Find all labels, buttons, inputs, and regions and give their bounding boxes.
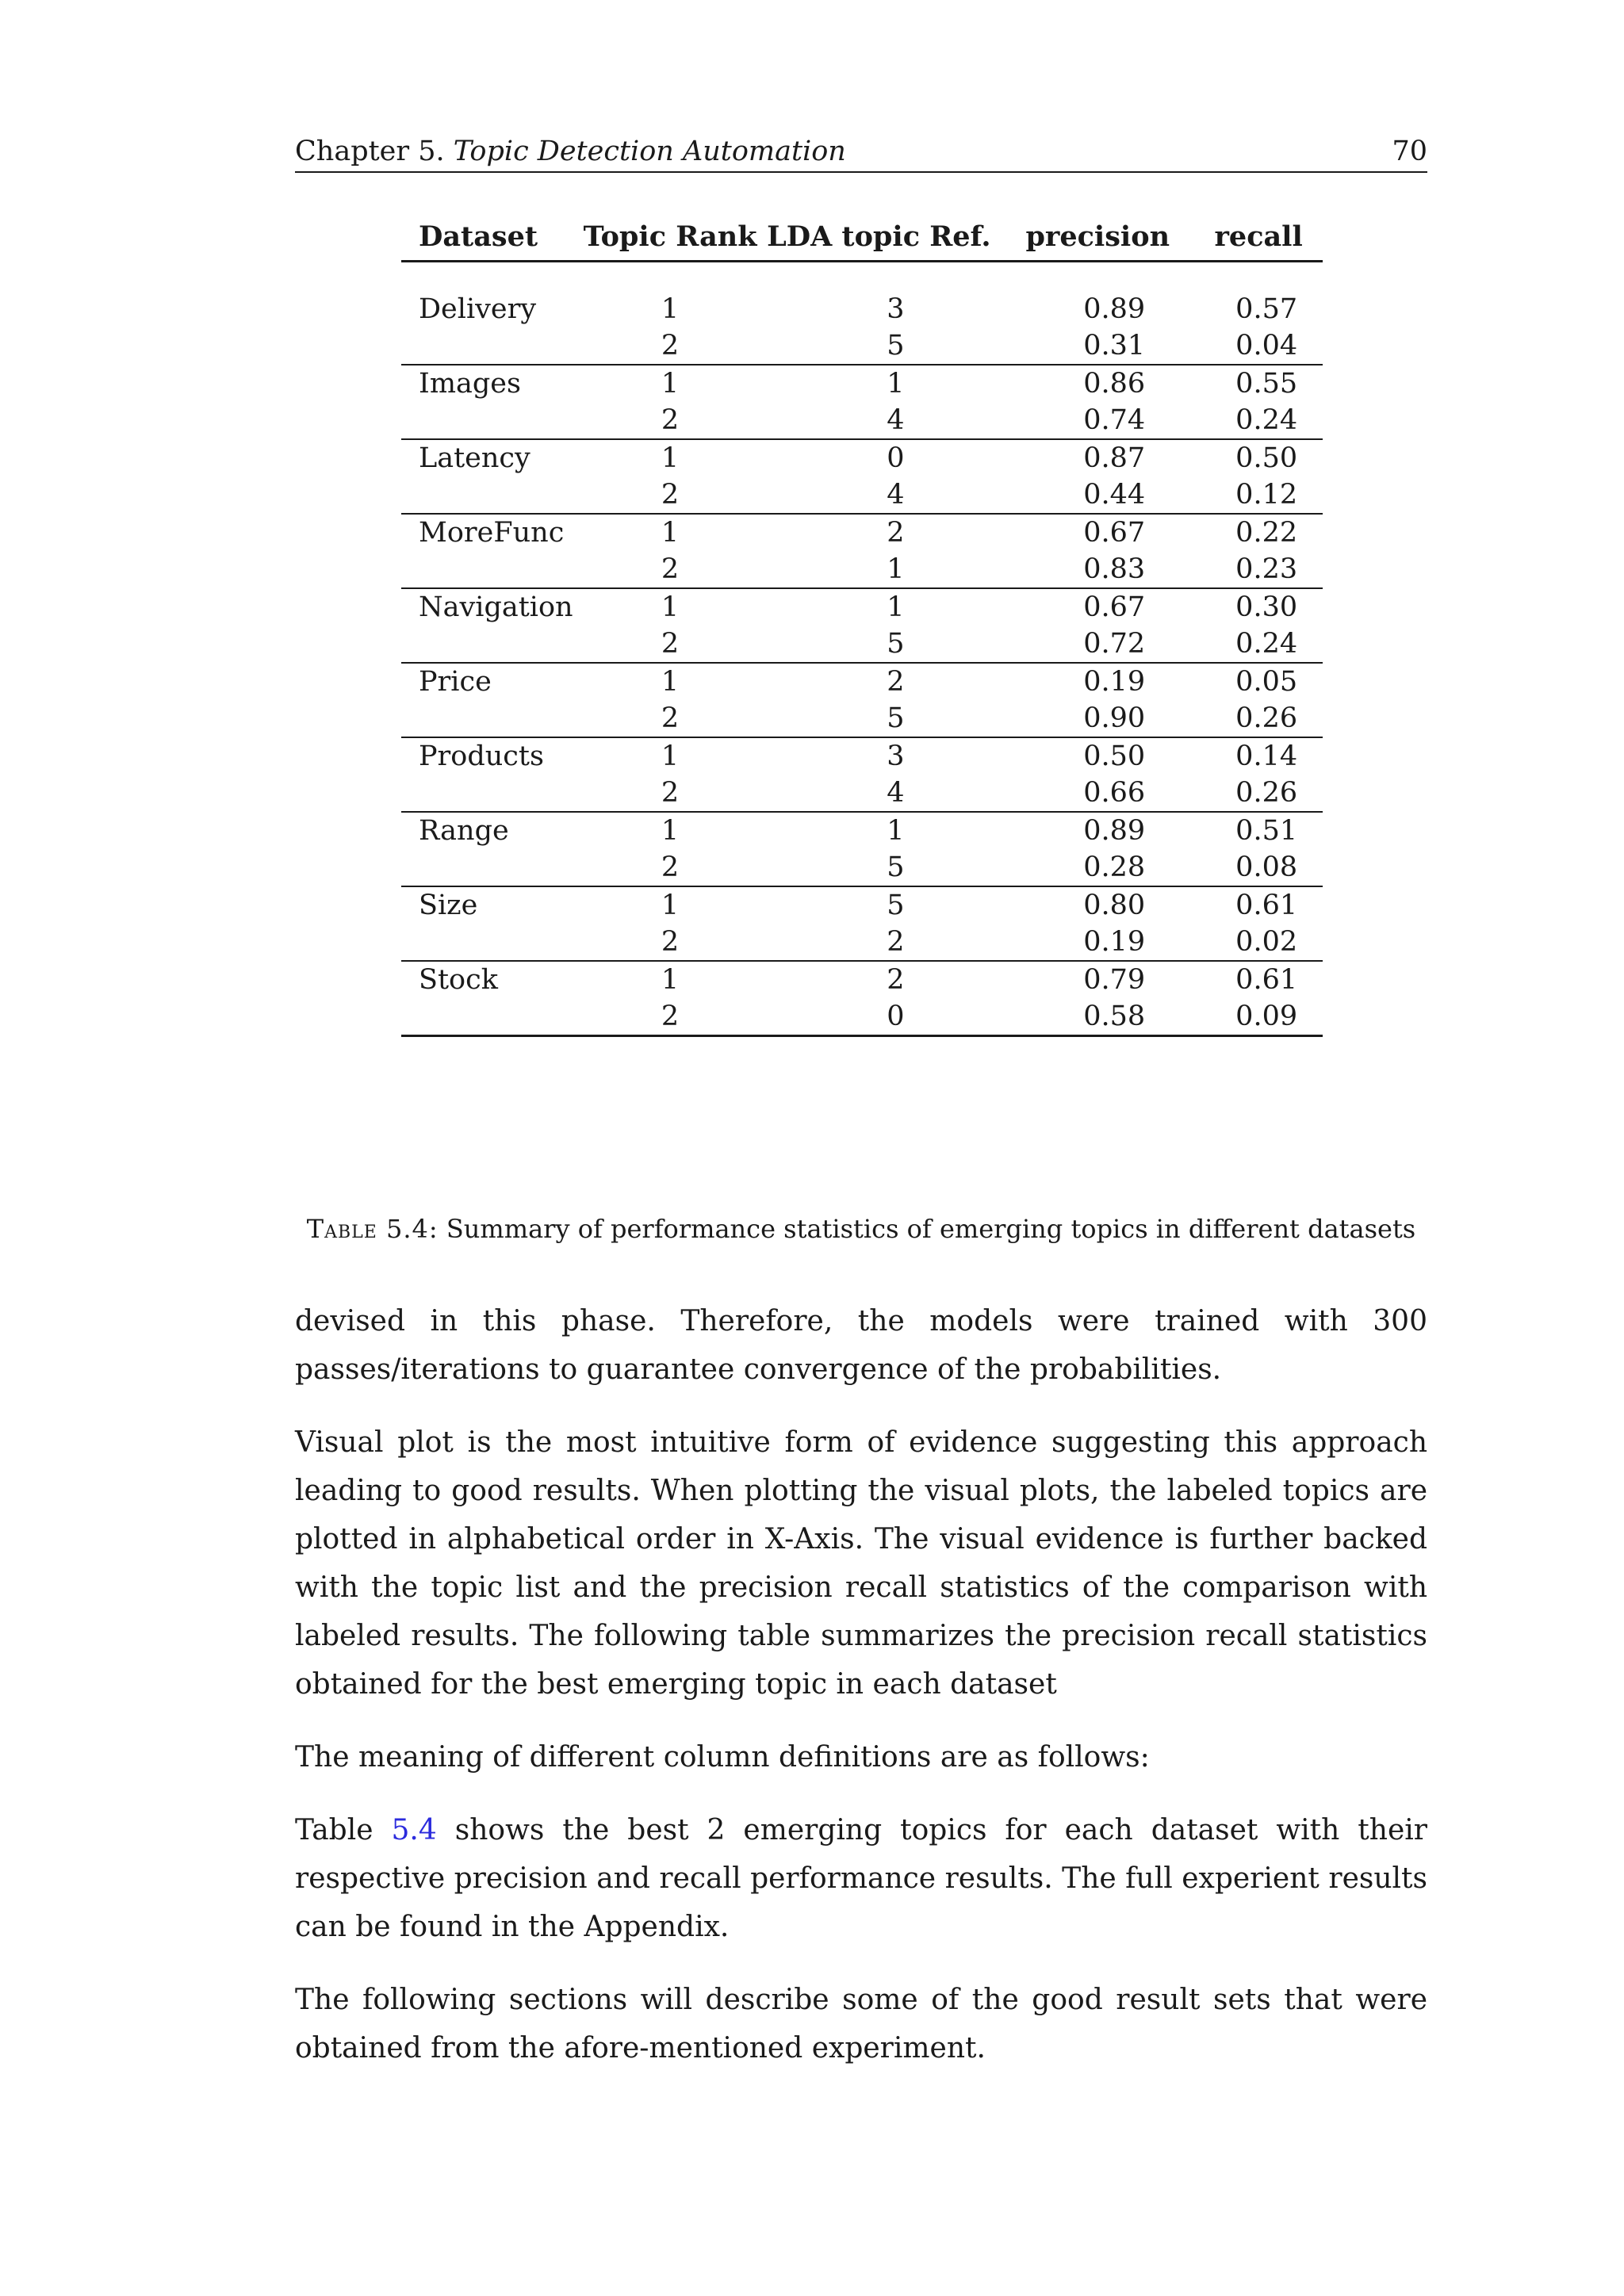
cell-topic-rank: 1 bbox=[661, 815, 680, 847]
table-row bbox=[401, 775, 1323, 812]
column-header-topic-rank: Topic Rank bbox=[583, 220, 757, 253]
cell-precision: 0.89 bbox=[1083, 293, 1146, 325]
column-header-recall: recall bbox=[1214, 220, 1303, 253]
cell-dataset: Navigation bbox=[419, 591, 573, 623]
cell-dataset: Range bbox=[419, 815, 509, 847]
cell-dataset bbox=[401, 998, 584, 1036]
cell-precision: 0.67 bbox=[1083, 591, 1146, 623]
table-row bbox=[401, 514, 1323, 551]
cell-topic-rank: 2 bbox=[584, 626, 757, 663]
cell-dataset: Stock bbox=[419, 964, 498, 996]
cell-lda-topic-ref: 2 bbox=[756, 924, 1001, 961]
column-header-precision: precision bbox=[1025, 220, 1170, 253]
cell-lda-topic-ref: 2 bbox=[887, 666, 905, 698]
cell-lda-topic-ref: 1 bbox=[887, 368, 905, 400]
cell-dataset bbox=[401, 775, 584, 812]
table-row bbox=[401, 327, 1323, 365]
cell-dataset: Latency bbox=[419, 442, 530, 474]
paragraph-4 bbox=[295, 1806, 1427, 1951]
cell-lda-topic-ref: 5 bbox=[887, 890, 905, 921]
cell-precision: 0.50 bbox=[1083, 740, 1146, 772]
cell-topic-rank: 2 bbox=[584, 924, 757, 961]
caption-label: Table 5.4: bbox=[306, 1214, 439, 1244]
cell-recall: 0.55 bbox=[1235, 368, 1298, 400]
cell-precision: 0.86 bbox=[1083, 368, 1146, 400]
cell-topic-rank: 1 bbox=[661, 890, 680, 921]
table-row bbox=[401, 365, 1323, 402]
cell-precision: 0.74 bbox=[1001, 402, 1194, 439]
paragraph-4-end: shows the best 2 emerging topics for each dataset with their respective precision and recall performance results. The full experient results can be found in the Appendix. bbox=[295, 1814, 1427, 1943]
cell-recall: 0.61 bbox=[1235, 964, 1298, 996]
cell-dataset: Images bbox=[419, 368, 521, 400]
cell-precision: 0.44 bbox=[1001, 476, 1194, 514]
table-row bbox=[401, 402, 1323, 439]
cell-precision: 0.80 bbox=[1083, 890, 1146, 921]
cell-recall: 0.22 bbox=[1235, 517, 1298, 549]
cell-precision: 0.28 bbox=[1001, 849, 1194, 886]
table-row bbox=[401, 700, 1323, 737]
table-row bbox=[401, 812, 1323, 849]
table-row bbox=[401, 737, 1323, 775]
cell-topic-rank: 2 bbox=[584, 402, 757, 439]
cell-dataset: Products bbox=[419, 740, 544, 772]
cell-precision: 0.72 bbox=[1001, 626, 1194, 663]
cell-precision: 0.19 bbox=[1001, 924, 1194, 961]
cell-topic-rank: 2 bbox=[584, 700, 757, 737]
cell-dataset bbox=[401, 700, 584, 737]
table-row bbox=[401, 998, 1323, 1036]
paragraph-1: devised in this phase. Therefore, the models were trained with 300 passes/iterations to guarantee convergence of the probabilities. bbox=[295, 1305, 1427, 1386]
cell-recall: 0.23 bbox=[1194, 551, 1323, 588]
cell-precision: 0.83 bbox=[1001, 551, 1194, 588]
cell-topic-rank: 2 bbox=[584, 551, 757, 588]
page-number: 70 bbox=[1392, 136, 1427, 167]
table-row bbox=[401, 626, 1323, 663]
cell-dataset: MoreFunc bbox=[419, 517, 565, 549]
cell-recall: 0.12 bbox=[1194, 476, 1323, 514]
paragraph-5: The following sections will describe some of the good result sets that were obtained from the afore-mentioned experiment. bbox=[295, 1984, 1427, 2064]
cell-lda-topic-ref: 3 bbox=[887, 293, 905, 325]
cell-recall: 0.50 bbox=[1235, 442, 1298, 474]
cell-topic-rank: 2 bbox=[584, 327, 757, 365]
table-row bbox=[401, 849, 1323, 886]
cell-dataset: Size bbox=[419, 890, 478, 921]
cell-lda-topic-ref: 1 bbox=[887, 591, 905, 623]
table-spacer-row bbox=[401, 262, 1323, 292]
cell-topic-rank: 2 bbox=[584, 775, 757, 812]
table-body bbox=[401, 262, 1323, 1036]
cell-lda-topic-ref: 5 bbox=[756, 327, 1001, 365]
cell-lda-topic-ref: 2 bbox=[887, 517, 905, 549]
cell-recall: 0.61 bbox=[1235, 890, 1298, 921]
cell-dataset bbox=[401, 402, 584, 439]
cell-recall: 0.05 bbox=[1235, 666, 1298, 698]
table-caption bbox=[295, 1211, 1427, 1246]
cell-topic-rank: 1 bbox=[661, 964, 680, 996]
cell-lda-topic-ref: 1 bbox=[756, 551, 1001, 588]
cell-recall: 0.51 bbox=[1235, 815, 1298, 847]
chapter-title: Topic Detection Automation bbox=[453, 136, 846, 167]
table-row bbox=[401, 551, 1323, 588]
cell-precision: 0.79 bbox=[1083, 964, 1146, 996]
cell-topic-rank: 2 bbox=[584, 998, 757, 1036]
cell-lda-topic-ref: 0 bbox=[887, 442, 905, 474]
paragraph-4-start: Table bbox=[295, 1814, 392, 1846]
cell-lda-topic-ref: 4 bbox=[756, 476, 1001, 514]
cell-lda-topic-ref: 2 bbox=[887, 964, 905, 996]
table-row bbox=[401, 924, 1323, 961]
cell-lda-topic-ref: 5 bbox=[756, 849, 1001, 886]
cell-topic-rank: 1 bbox=[661, 517, 680, 549]
cell-topic-rank: 2 bbox=[584, 849, 757, 886]
table-row bbox=[401, 886, 1323, 924]
cell-lda-topic-ref: 0 bbox=[756, 998, 1001, 1036]
results-table bbox=[401, 214, 1323, 1037]
table-row bbox=[401, 588, 1323, 626]
table-row bbox=[401, 961, 1323, 998]
cell-topic-rank: 1 bbox=[661, 442, 680, 474]
cell-precision: 0.89 bbox=[1083, 815, 1146, 847]
cell-topic-rank: 1 bbox=[661, 293, 680, 325]
cell-recall: 0.26 bbox=[1194, 775, 1323, 812]
column-header-lda-topic-ref: LDA topic Ref. bbox=[767, 220, 991, 253]
results-table-container bbox=[401, 214, 1323, 1037]
cell-dataset bbox=[401, 626, 584, 663]
cell-recall: 0.04 bbox=[1194, 327, 1323, 365]
cell-dataset bbox=[401, 476, 584, 514]
cell-precision: 0.31 bbox=[1001, 327, 1194, 365]
cell-precision: 0.58 bbox=[1001, 998, 1194, 1036]
body-text bbox=[295, 1297, 1427, 2097]
cell-recall: 0.08 bbox=[1194, 849, 1323, 886]
cell-lda-topic-ref: 1 bbox=[887, 815, 905, 847]
cell-recall: 0.24 bbox=[1194, 626, 1323, 663]
cell-recall: 0.30 bbox=[1235, 591, 1298, 623]
cell-dataset: Price bbox=[419, 666, 492, 698]
cell-lda-topic-ref: 4 bbox=[756, 402, 1001, 439]
table-row bbox=[401, 663, 1323, 700]
cell-lda-topic-ref: 4 bbox=[756, 775, 1001, 812]
cell-precision: 0.19 bbox=[1083, 666, 1146, 698]
cell-precision: 0.67 bbox=[1083, 517, 1146, 549]
cell-dataset bbox=[401, 849, 584, 886]
cell-precision: 0.66 bbox=[1001, 775, 1194, 812]
cell-lda-topic-ref: 3 bbox=[887, 740, 905, 772]
running-header bbox=[295, 132, 1427, 173]
cell-lda-topic-ref: 5 bbox=[756, 700, 1001, 737]
cell-recall: 0.02 bbox=[1194, 924, 1323, 961]
table-row bbox=[401, 291, 1323, 327]
table-header-row bbox=[401, 214, 1323, 262]
cell-precision: 0.90 bbox=[1001, 700, 1194, 737]
cell-lda-topic-ref: 5 bbox=[756, 626, 1001, 663]
cell-recall: 0.26 bbox=[1194, 700, 1323, 737]
table-row bbox=[401, 439, 1323, 476]
caption-text: Summary of performance statistics of emerging topics in different datasets bbox=[446, 1214, 1416, 1244]
cell-topic-rank: 1 bbox=[661, 666, 680, 698]
cell-dataset bbox=[401, 327, 584, 365]
cell-recall: 0.09 bbox=[1194, 998, 1323, 1036]
cell-recall: 0.14 bbox=[1235, 740, 1298, 772]
cell-topic-rank: 1 bbox=[661, 740, 680, 772]
cell-recall: 0.24 bbox=[1194, 402, 1323, 439]
paragraph-3: The meaning of different column definitions are as follows: bbox=[295, 1741, 1150, 1774]
cell-topic-rank: 2 bbox=[584, 476, 757, 514]
cell-topic-rank: 1 bbox=[661, 591, 680, 623]
chapter-heading bbox=[295, 132, 846, 171]
cell-dataset: Delivery bbox=[419, 293, 537, 325]
table-row bbox=[401, 476, 1323, 514]
cell-recall: 0.57 bbox=[1235, 293, 1298, 325]
cell-dataset bbox=[401, 551, 584, 588]
paragraph-2: Visual plot is the most intuitive form of evidence suggesting this approach leading to good results. When plotting the visual plots, the labeled topics are plotted in alphabetical order in X-Axis. The visual evidence is further backed with the topic list and the precision recall statistics of the comparison with labeled results. The following table summarizes the precision recall statistics obtained for the best emerging topic in each dataset bbox=[295, 1426, 1427, 1701]
table-reference-link[interactable]: 5.4 bbox=[391, 1814, 437, 1846]
cell-precision: 0.87 bbox=[1083, 442, 1146, 474]
column-header-dataset: Dataset bbox=[419, 220, 538, 253]
cell-dataset bbox=[401, 924, 584, 961]
cell-topic-rank: 1 bbox=[661, 368, 680, 400]
chapter-label: Chapter 5. bbox=[295, 136, 445, 167]
